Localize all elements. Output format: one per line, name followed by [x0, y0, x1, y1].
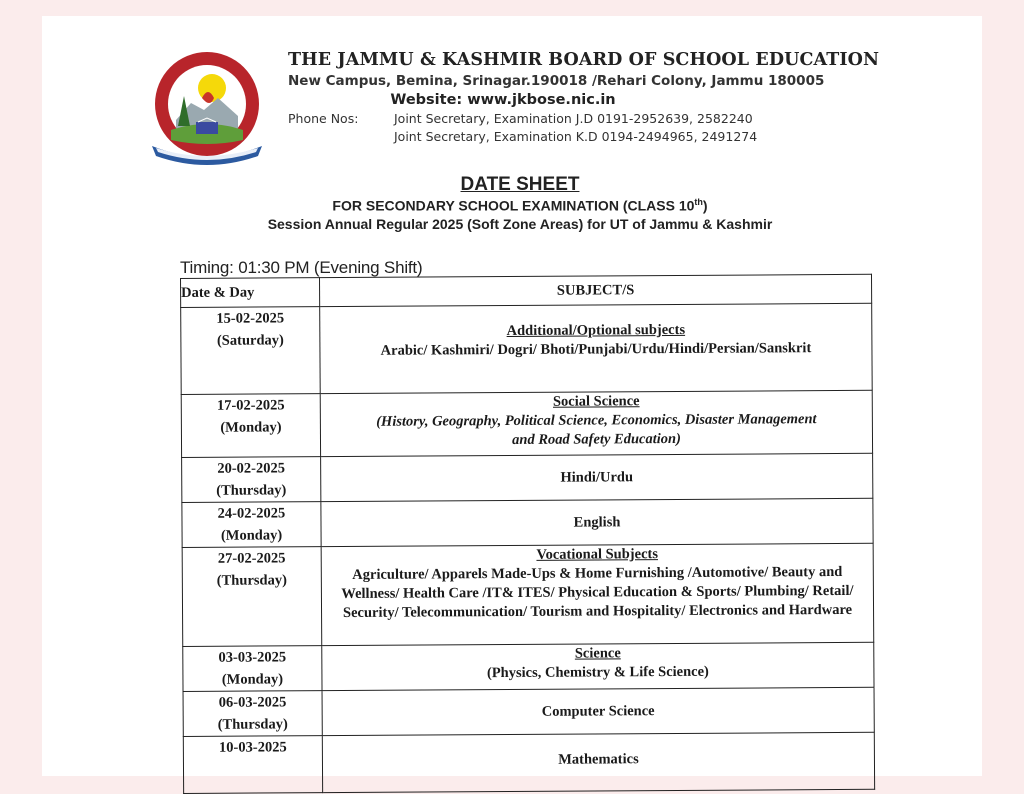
subject-cell [322, 642, 874, 690]
org-name: THE JAMMU & KASHMIR BOARD OF SCHOOL EDUCATION [288, 50, 880, 70]
letterhead [288, 50, 880, 147]
exam-day: (Thursday) [217, 716, 288, 733]
phone-line-jd: Joint Secretary, Examination J.D 0191-2952639, 2582240 [394, 111, 753, 126]
exam-date: 10-03-2025 [218, 739, 287, 756]
date-cell [182, 502, 321, 548]
subject-details: Hindi/Urdu [560, 468, 634, 486]
phone-label: Phone Nos: [288, 111, 359, 126]
subject-heading: Social Science [552, 393, 640, 410]
date-sheet-table [180, 274, 875, 794]
date-cell [182, 547, 322, 647]
exam-day: (Monday) [220, 419, 282, 436]
exam-subtitle-text: FOR SECONDARY SCHOOL EXAMINATION (CLASS 10 [332, 197, 695, 214]
subject-details: Mathematics [558, 751, 639, 768]
exam-day: (Monday) [220, 527, 283, 544]
phone-numbers [288, 111, 848, 147]
org-website: Website: www.jkbose.nic.in [390, 92, 616, 108]
date-cell [182, 457, 321, 503]
subject-details: Arabic/ Kashmiri/ Dogri/ Bhoti/Punjabi/Urdu/Hindi/Persian/Sanskrit [380, 340, 812, 359]
subject-cell [321, 543, 874, 645]
table-row [181, 303, 873, 394]
table-header-row [181, 274, 872, 307]
header-subjects: SUBJECT/S [320, 274, 872, 306]
exam-date: 24-02-2025 [217, 505, 286, 522]
exam-subtitle [170, 197, 870, 214]
subject-details: (History, Geography, Political Science, Economics, Disaster Management and Road Safety Education) [376, 411, 817, 448]
exam-date: 15-02-2025 [216, 310, 285, 327]
table-row [183, 687, 874, 736]
subject-cell [321, 453, 873, 501]
subject-heading: Science [574, 645, 621, 662]
date-sheet-titles [170, 174, 870, 232]
subject-details: Computer Science [541, 702, 655, 720]
org-address: New Campus, Bemina, Srinagar.190018 /Rehari Colony, Jammu 180005 [288, 73, 825, 89]
jkbose-logo [146, 48, 268, 170]
subject-heading: Additional/Optional subjects [506, 321, 686, 340]
jkbose-emblem-icon [146, 48, 268, 170]
exam-date: 20-02-2025 [217, 460, 286, 477]
table-row [182, 498, 873, 547]
date-cell [183, 736, 322, 794]
subject-heading: Vocational Subjects [536, 546, 658, 563]
timing-label: Timing: 01:30 PM (Evening Shift) [180, 258, 423, 277]
table-row [183, 732, 874, 793]
date-cell [183, 646, 322, 692]
exam-day: (Thursday) [216, 572, 287, 589]
table-row [181, 390, 872, 457]
subject-cell [320, 303, 873, 393]
header-date-day: Date & Day [181, 278, 320, 308]
subject-cell [322, 732, 874, 792]
subject-details: (Physics, Chemistry & Life Science) [486, 663, 709, 682]
page-title: DATE SHEET [460, 174, 580, 195]
table-row [182, 453, 873, 502]
exam-day: (Thursday) [216, 482, 287, 499]
exam-date: 03-03-2025 [218, 649, 287, 666]
subject-cell [320, 390, 872, 456]
exam-subtitle-sup: th [694, 197, 703, 207]
date-cell [181, 307, 321, 395]
exam-day: (Monday) [221, 671, 284, 688]
subject-cell [322, 687, 874, 735]
subject-details: English [573, 513, 621, 531]
exam-date: 06-03-2025 [218, 694, 287, 711]
date-cell [181, 394, 320, 458]
subject-cell [321, 498, 873, 546]
table-row [183, 642, 874, 691]
date-cell [183, 691, 322, 737]
subject-details: Agriculture/ Apparels Made-Ups & Home Furnishing /Automotive/ Beauty and Wellness/ Health Care /IT& ITES/ Physical Education & Sports/ Plumbing/ Retail/ Security/ Telecommunication/ Tourism and Hospitality/ Electronics and Hardware [341, 563, 854, 622]
exam-subtitle-end: ) [702, 197, 708, 214]
exam-date: 27-02-2025 [217, 550, 286, 567]
exam-day: (Saturday) [216, 332, 284, 349]
exam-date: 17-02-2025 [216, 397, 285, 414]
table-row [182, 543, 874, 646]
session-subtitle: Session Annual Regular 2025 (Soft Zone Areas) for UT of Jammu & Kashmir [267, 215, 773, 232]
phone-line-kd: Joint Secretary, Examination K.D 0194-2494965, 2491274 [394, 129, 758, 144]
